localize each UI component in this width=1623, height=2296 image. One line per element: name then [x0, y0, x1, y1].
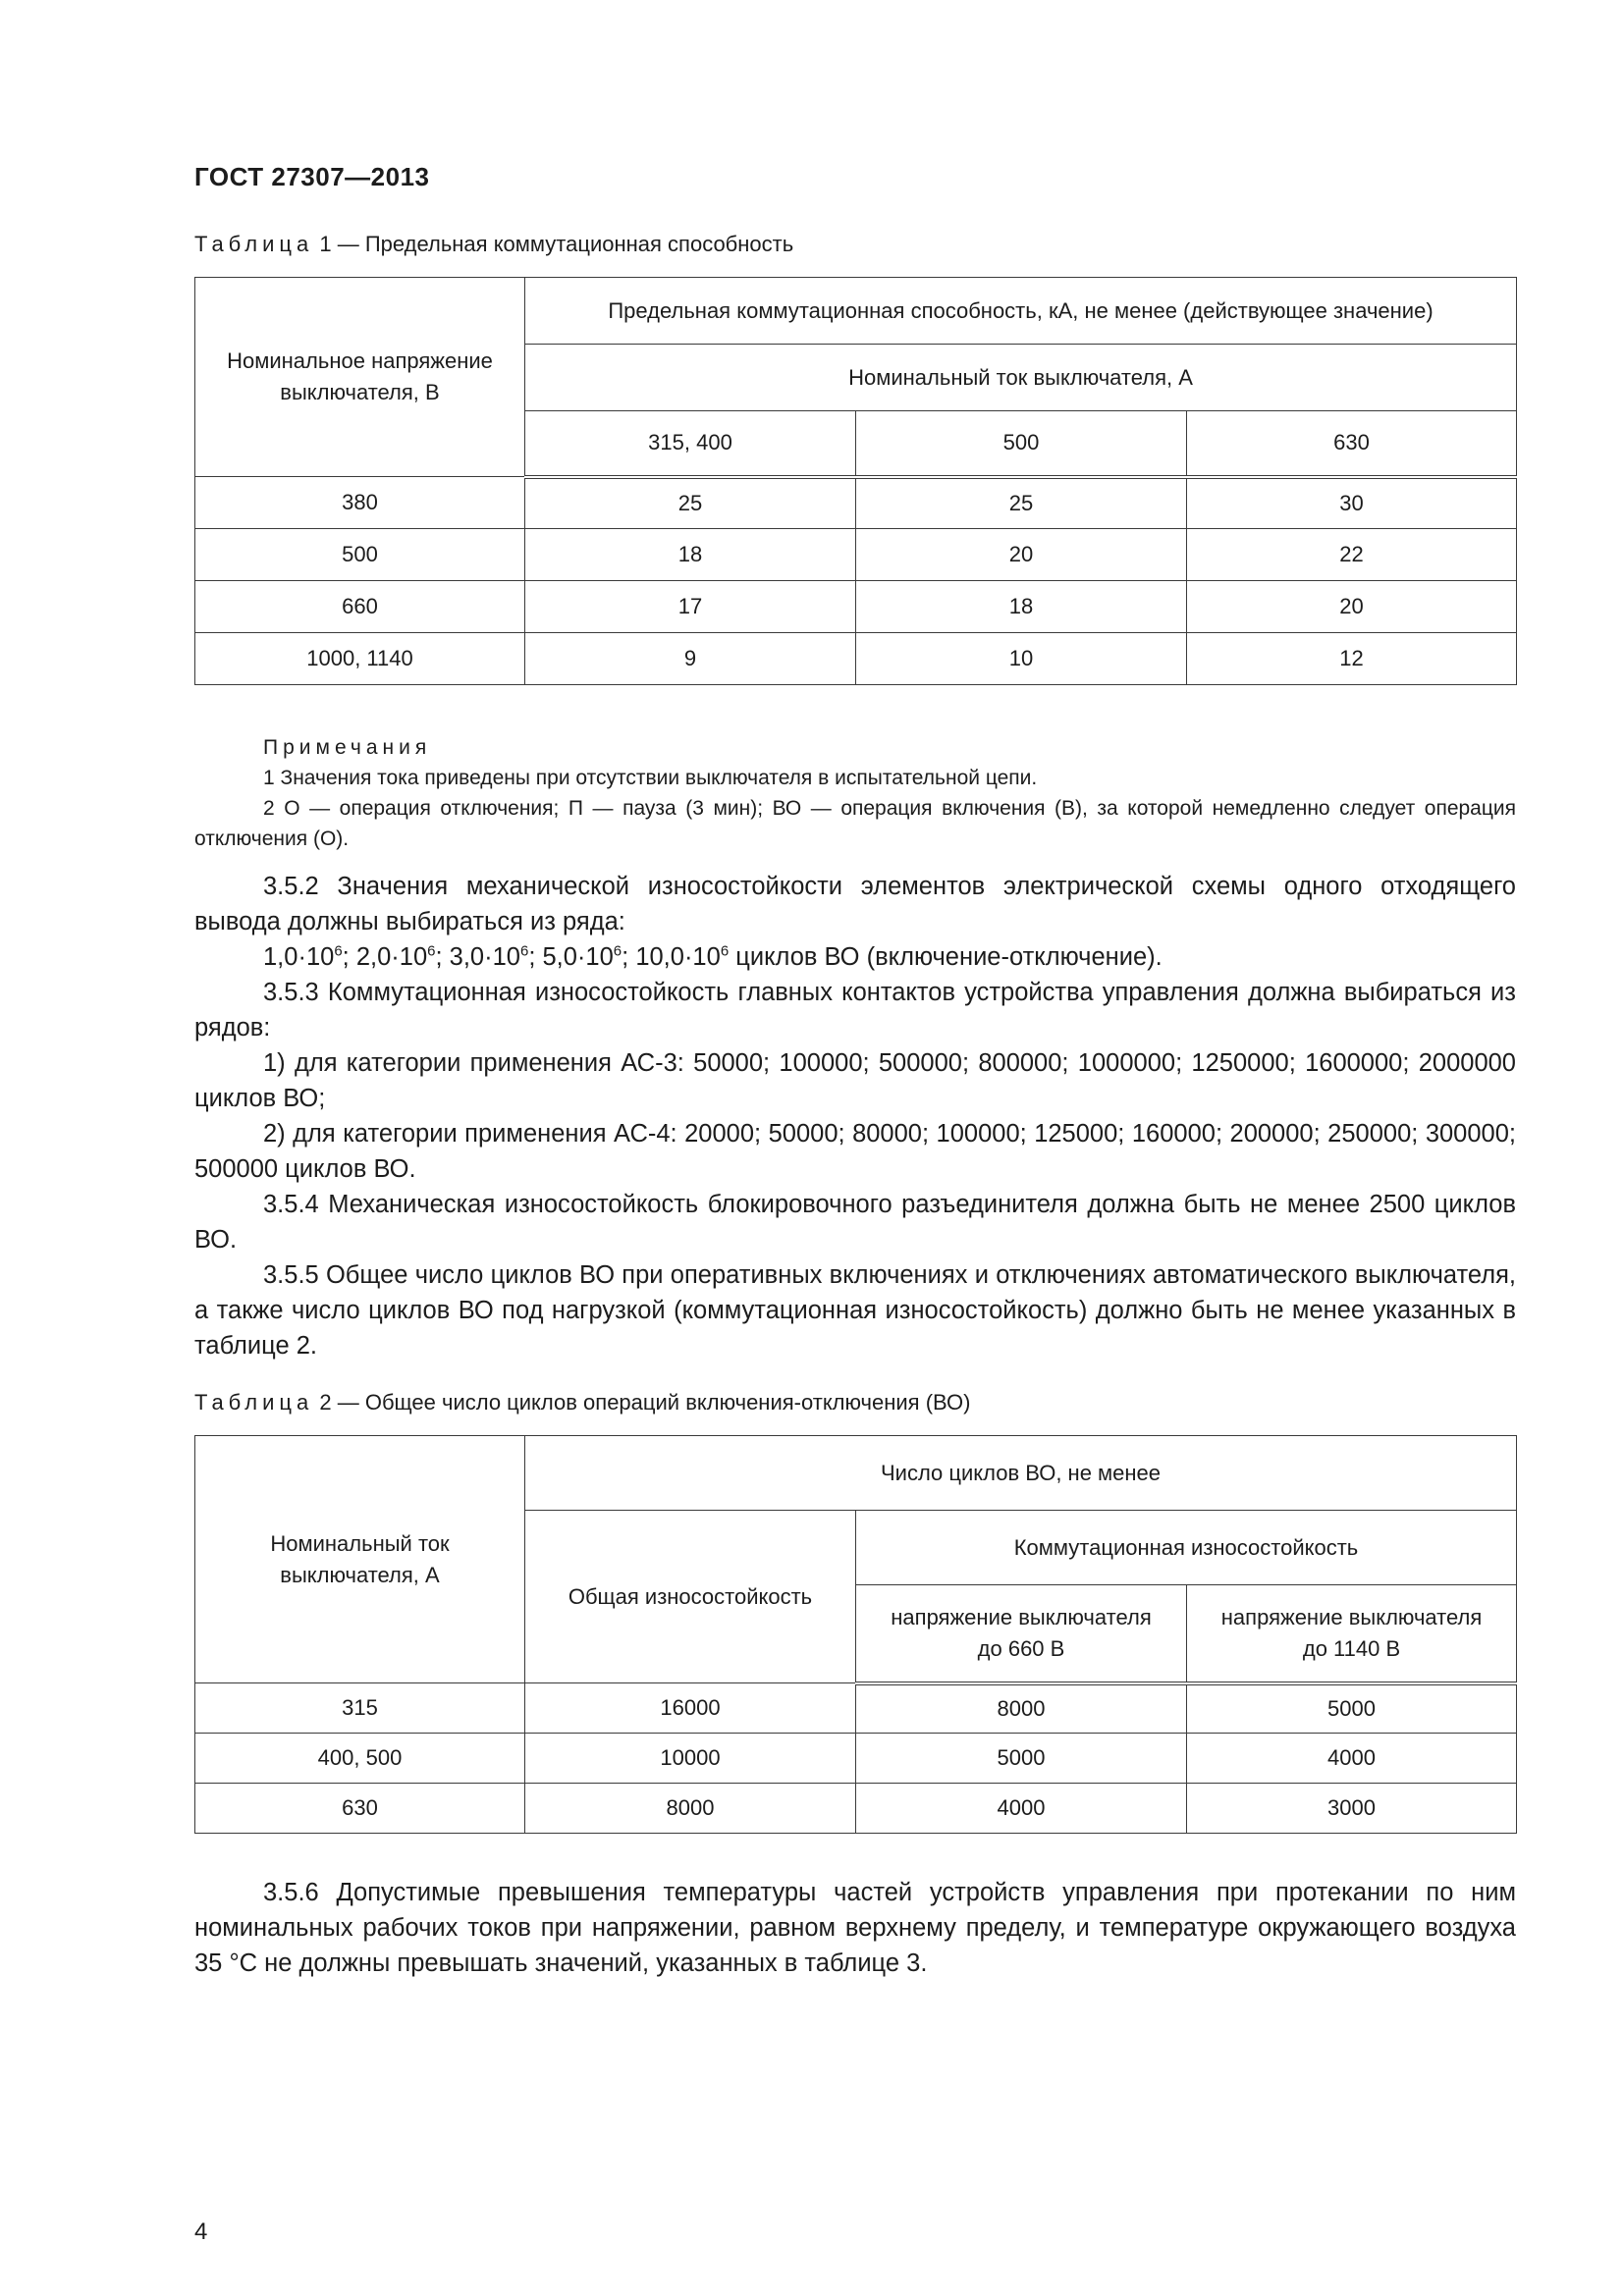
list-item-ac3: 1) для категории применения АС-3: 50000; 100000; 500000; 800000; 1000000; 1250000; 1600000; 2000000 циклов ВО;: [194, 1049, 1516, 1112]
note-item: 1 Значения тока приведены при отсутствии выключателя в испытательной цепи.: [263, 767, 1038, 789]
paragraph-3-5-4: 3.5.4 Механическая износостойкость блокировочного разъединителя должна быть не менее 2500 циклов ВО.: [194, 1191, 1516, 1254]
table-cell: 22: [1187, 529, 1517, 581]
table-cell: 12: [1187, 633, 1517, 685]
table2-col-660: напряжение выключателя до 660 В: [856, 1585, 1187, 1683]
series-separator: ;: [435, 943, 450, 971]
table-cell: 10: [856, 633, 1187, 685]
table2-col-1140: напряжение выключателя до 1140 В: [1187, 1585, 1517, 1683]
table-cell: 4000: [856, 1784, 1187, 1834]
series-tail: циклов ВО (включение-отключение).: [729, 943, 1163, 971]
table-cell: 9: [525, 633, 856, 685]
table2-group-header: Число циклов ВО, не менее: [525, 1436, 1517, 1511]
table-cell: 20: [1187, 581, 1517, 633]
table-row: [195, 633, 1517, 685]
table-cell: 3000: [1187, 1784, 1517, 1834]
table-cell: 8000: [525, 1784, 856, 1834]
table-cell: 380: [195, 477, 525, 529]
table-cell: 500: [195, 529, 525, 581]
table1-subgroup-header: Номинальный ток выключателя, А: [525, 345, 1517, 411]
table-cell: 8000: [856, 1683, 1187, 1734]
table-row: [195, 477, 1517, 529]
table2-col-current: Номинальный ток выключателя, А: [195, 1436, 525, 1683]
table2-caption-prefix: Таблица: [194, 1390, 314, 1415]
table-cell: 17: [525, 581, 856, 633]
list-item-ac4: 2) для категории применения АС-4: 20000; 50000; 80000; 100000; 125000; 160000; 200000; 250000; 300000; 500000 циклов ВО.: [194, 1120, 1516, 1183]
series-exponent: 6: [720, 942, 730, 960]
table1-current-col: 630: [1187, 411, 1517, 477]
page-number: 4: [194, 2218, 208, 2245]
table2: [194, 1435, 1517, 1834]
table-cell: 30: [1187, 477, 1517, 529]
table-cell: 25: [856, 477, 1187, 529]
body-text-section-1: [194, 869, 1516, 1363]
series-value: 1,0·10: [263, 943, 335, 971]
notes-title: Примечания: [263, 736, 432, 759]
table-row: [195, 1734, 1517, 1784]
table-cell: 16000: [525, 1683, 856, 1734]
table-cell: 5000: [1187, 1683, 1517, 1734]
series-value: 10,0·10: [635, 943, 721, 971]
table2-caption-title: 2 — Общее число циклов операций включения-отключения (ВО): [313, 1390, 971, 1415]
table-row: [195, 529, 1517, 581]
table-cell: 10000: [525, 1734, 856, 1784]
series-exponent: 6: [613, 942, 622, 960]
table1-current-col: 500: [856, 411, 1187, 477]
series-exponent: 6: [334, 942, 343, 960]
table-cell: 4000: [1187, 1734, 1517, 1784]
table1-caption-prefix: Таблица: [194, 232, 314, 256]
paragraph-3-5-5: 3.5.5 Общее число циклов ВО при оперативных включениях и отключениях автоматического выключателя, а также число циклов ВО под нагрузкой (коммутационная износостойкость) должно быть не менее указанных в таблице 2.: [194, 1261, 1516, 1360]
table1-caption: [194, 232, 793, 257]
paragraph-3-5-2: 3.5.2 Значения механической износостойкости элементов электрической схемы одного отходящего вывода должны выбираться из ряда:: [194, 873, 1516, 935]
table-row: [195, 1784, 1517, 1834]
table-cell: 630: [195, 1784, 525, 1834]
document-header: ГОСТ 27307—2013: [194, 162, 430, 191]
note-item: 2 О — операция отключения; П — пауза (3 мин); ВО — операция включения (В), за которой немедленно следует операция отключения (О).: [194, 797, 1516, 850]
table1-caption-title: 1 — Предельная коммутационная способность: [313, 232, 794, 256]
table-cell: 18: [525, 529, 856, 581]
table-row: [195, 581, 1517, 633]
series-separator: ;: [622, 943, 636, 971]
table2-caption: [194, 1390, 970, 1415]
table-row: [195, 1683, 1517, 1734]
table1-current-col: 315, 400: [525, 411, 856, 477]
table1: [194, 277, 1517, 685]
series-value: 3,0·10: [449, 943, 520, 971]
series-value: 5,0·10: [542, 943, 614, 971]
table-cell: 400, 500: [195, 1734, 525, 1784]
table-cell: 25: [525, 477, 856, 529]
table1-notes: [194, 732, 1516, 854]
table1-col-voltage: Номинальное напряжение выключателя, В: [195, 278, 525, 477]
table1-header-row: [195, 278, 1517, 345]
body-text-section-2: [194, 1875, 1516, 1981]
table-cell: 20: [856, 529, 1187, 581]
series-value: 2,0·10: [355, 943, 428, 971]
table-cell: 660: [195, 581, 525, 633]
table2-col-total: Общая износостойкость: [525, 1511, 856, 1683]
series-separator: ;: [342, 943, 356, 971]
table-cell: 18: [856, 581, 1187, 633]
table-cell: 5000: [856, 1734, 1187, 1784]
table-cell: 1000, 1140: [195, 633, 525, 685]
paragraph-3-5-3: 3.5.3 Коммутационная износостойкость главных контактов устройства управления должна выбираться из рядов:: [194, 979, 1516, 1041]
series-exponent: 6: [519, 942, 529, 960]
series-separator: ;: [528, 943, 543, 971]
paragraph-series: [194, 939, 1516, 975]
table1-group-header: Предельная коммутационная способность, кА, не менее (действующее значение): [525, 278, 1517, 345]
table2-sub-commutation: Коммутационная износостойкость: [856, 1511, 1517, 1585]
series-exponent: 6: [427, 942, 436, 960]
paragraph-3-5-6: 3.5.6 Допустимые превышения температуры частей устройств управления при протекании по ним номинальных рабочих токов при напряжении, равном верхнему пределу, и температуре окружающего воздуха 35 °С не должны превышать значений, указанных в таблице 3.: [194, 1879, 1516, 1977]
table-cell: 315: [195, 1683, 525, 1734]
table2-header-row: [195, 1436, 1517, 1511]
